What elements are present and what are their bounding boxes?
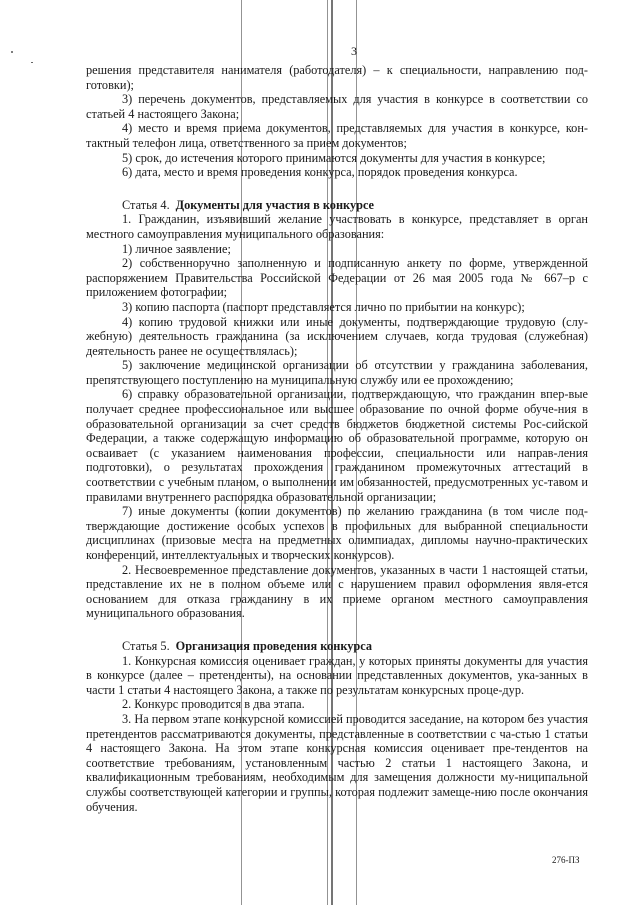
article-title: Документы для участия в конкурсе (175, 197, 375, 212)
paragraph: решения представителя нанимателя (работодателя) – к специальности, направлению под-готовки); (86, 63, 588, 92)
paragraph: 1) личное заявление; (122, 241, 231, 256)
paragraph: 1. Гражданин, изъявивший желание участвовать в конкурсе, представляет в орган местного самоуправления муниципального образования: (86, 212, 588, 241)
paragraph: 6) справку образовательной организации, подтверждающую, что гражданин впер-вые получает среднее профессиональное или высшее образование по очной форме обуче-ния в образовательной организации за счет средств бюджетов бюджетной системы Рос-сийской Федерации, а также содержащую информацию об образовательной программе, которую он осваивает (с указанием наименования профессии, специальности или направ-ления подготовки), о результатах прохождения гражданином промежуточных аттестаций в соответствии с учебным планом, о выполнении им обязанностей, предусмотренных ус-тавом и правилами внутреннего распорядка образовательной организации; (86, 387, 588, 504)
paragraph: 2. Несвоевременное представление документов, указанных в части 1 настоящей статьи, представление их не в полном объеме или с нарушением правил оформления явля-ется основанием для отказа гражданину в их приеме органом местного самоуправления муниципального образования. (86, 562, 588, 621)
scan-speck (11, 51, 13, 53)
paragraph: 4) копию трудовой книжки или иные документы, подтверждающие трудовую (слу-жебную) деятельность гражданина (за исключением случаев, когда трудовая (служебная) деятельность ранее не осуществлялась); (86, 314, 588, 358)
paragraph: 2. Конкурс проводится в два этапа. (122, 697, 305, 712)
paragraph: 3) копию паспорта (паспорт представляется лично по прибытии на конкурс); (122, 299, 525, 314)
paragraph: 2) собственноручно заполненную и подписанную анкету по форме, утвержденной распоряжением Правительства Российской Федерации от 26 мая 2005 года № 667–р с приложением фотографии; (86, 256, 588, 300)
paragraph: 4) место и время приема документов, представляемых для участия в конкурсе, кон-тактный телефон лица, ответственного за прием документов; (86, 121, 588, 150)
paragraph: 6) дата, место и время проведения конкурса, порядок проведения конкурса. (122, 165, 518, 180)
article-title: Организация проведения конкурса (175, 638, 373, 653)
paragraph: 3) перечень документов, представляемых для участия в конкурсе в соответствии со статьей 4 настоящего Закона; (86, 92, 588, 121)
paragraph: 3. На первом этапе конкурсной комиссией проводится заседание, на котором без участия претендентов рассматриваются документы, представленные в соответствии с ча-стью 1 статьи 4 настоящего Закона. На этом этапе конкурсная комиссия оценивает пре-тендентов на соответствие требованиям, установленным частью 2 статьи 1 настоящего Закона, и квалификационным требованиям, необходимым для замещения должности му-ниципальной службы соответствующей категории и группы, которая подлежит замеще-нию после окончания обучения. (86, 711, 588, 814)
footer-code: 276-ПЗ (552, 855, 580, 865)
article-label: Статья 5. (122, 638, 170, 653)
document-body (86, 63, 588, 814)
article-label: Статья 4. (122, 197, 170, 212)
scan-speck (31, 62, 33, 63)
article-heading (86, 198, 588, 213)
page-number: 3 (351, 44, 357, 58)
paragraph: 5) срок, до истечения которого принимаются документы для участия в конкурсе; (122, 150, 546, 165)
article-heading (86, 639, 588, 654)
paragraph: 7) иные документы (копии документов) по желанию гражданина (в том числе под-тверждающие достижение особых успехов в профильных для выбранной специальности дисциплинах (призовые места на предметных олимпиадах, дипломы научно-практических конференций, интеллектуальных и творческих конкурсов). (86, 504, 588, 562)
paragraph: 1. Конкурсная комиссия оценивает граждан, у которых приняты документы для участия в конкурсе (далее – претенденты), на основании представленных документов, ука-занных в части 1 статьи 4 настоящего Закона, а также по результатам конкурсных проце-дур. (86, 653, 588, 697)
paragraph: 5) заключение медицинской организации об отсутствии у гражданина заболевания, препятствующего поступлению на муниципальную службу или ее прохождению; (86, 358, 588, 387)
